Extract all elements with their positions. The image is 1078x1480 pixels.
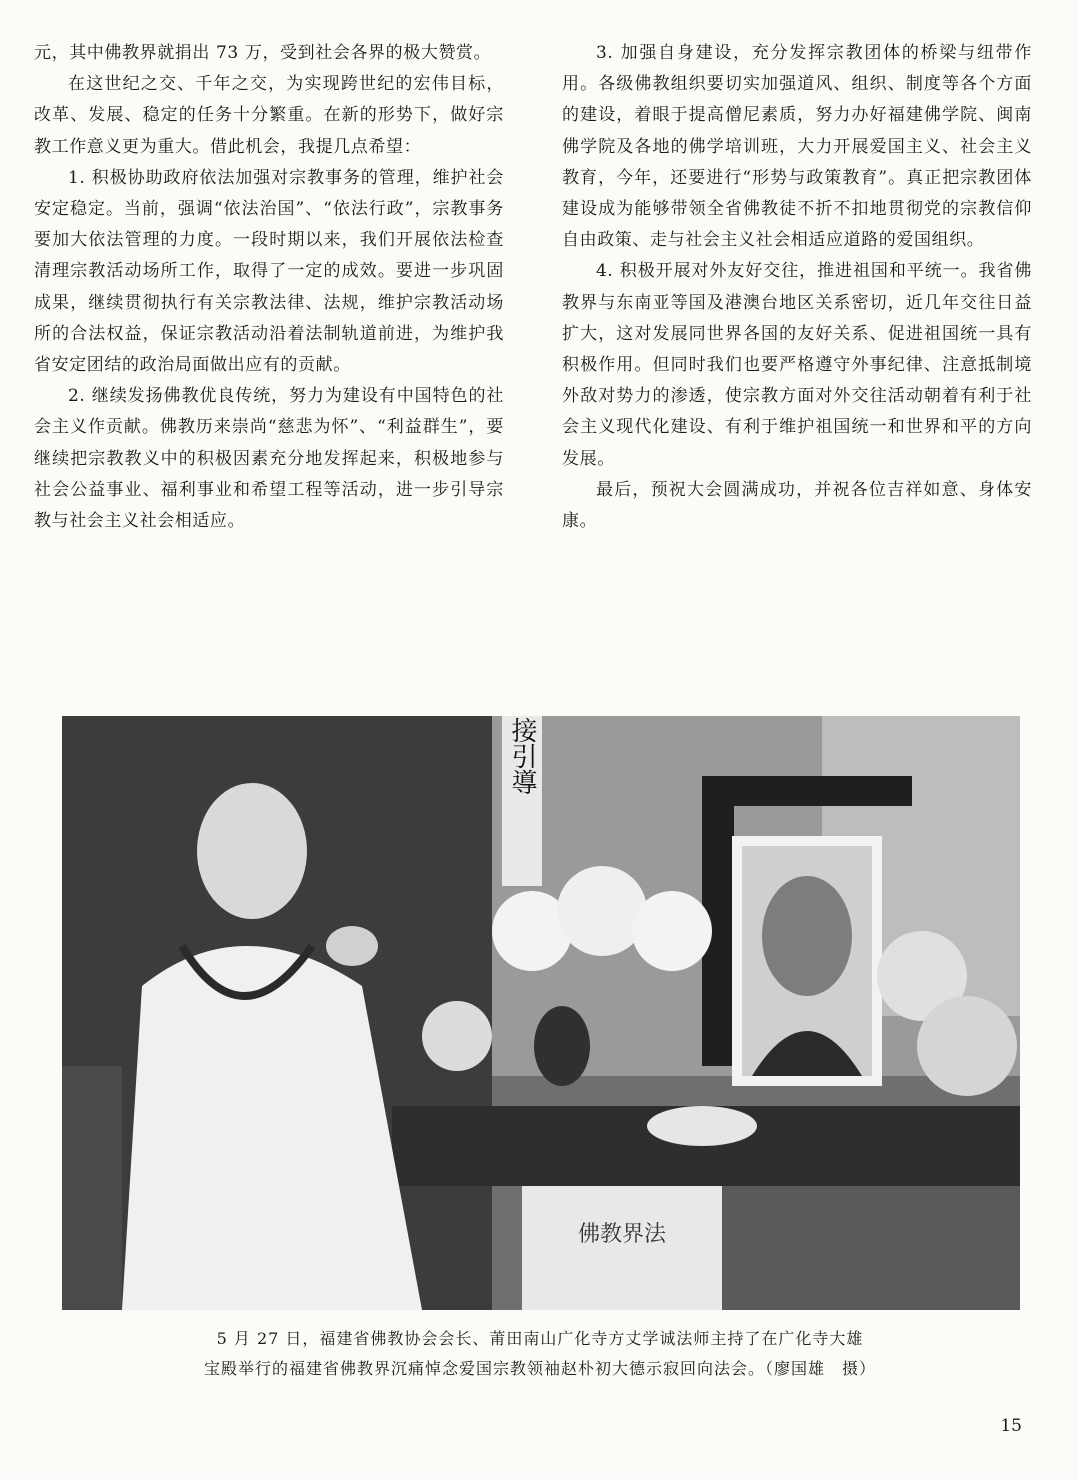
paragraph: 2. 继续发扬佛教优良传统，努力为建设有中国特色的社会主义作贡献。佛教历来崇尚“慈悲为怀”、“利益群生”，要继续把宗教教义中的积极因素充分地发挥起来，积极地参与社会公益事业、福利事业和希望工程等活动，进一步引导宗教与社会主义社会相适应。 bbox=[34, 386, 504, 532]
paragraph: 在这世纪之交、千年之交，为实现跨世纪的宏伟目标，改革、发展、稳定的任务十分繁重。在新的形势下，做好宗教工作意义更为重大。借此机会，我提几点希望： bbox=[34, 74, 504, 157]
altar-cloth-text: 佛教界法 bbox=[577, 1222, 667, 1247]
banner-text: 接引導 bbox=[507, 717, 537, 795]
paragraph: 最后，预祝大会圆满成功，并祝各位吉祥如意、身体安康。 bbox=[562, 479, 1032, 532]
caption-line: 5 月 27 日，福建省佛教协会会长、莆田南山广化寺方丈学诚法师主持了在广化寺大雄 bbox=[216, 1329, 864, 1348]
photo-illustration bbox=[62, 716, 1020, 1310]
page-number: 15 bbox=[1000, 1416, 1022, 1436]
paragraph: 3. 加强自身建设，充分发挥宗教团体的桥梁与纽带作用。各级佛教组织要切实加强道风、组织、制度等各个方面的建设，着眼于提高僧尼素质，努力办好福建佛学院、闽南佛学院及各地的佛学培训班，大力开展爱国主义、社会主义教育，今年，还要进行“形势与政策教育”。真正把宗教团体建设成为能够带领全省佛教徒不折不扣地贯彻党的宗教信仰自由政策、走与社会主义社会相适应道路的爱国组织。 bbox=[562, 43, 1032, 251]
paragraph: 1. 积极协助政府依法加强对宗教事务的管理，维护社会安定稳定。当前，强调“依法治国”、“依法行政”，宗教事务要加大依法管理的力度。一段时期以来，我们开展依法检查清理宗教活动场所工作，取得了一定的成效。要进一步巩固成果，继续贯彻执行有关宗教法律、法规，维护宗教活动场所的合法权益，保证宗教活动沿着法制轨道前进，为维护我省安定团结的政治局面做出应有的贡献。 bbox=[34, 167, 504, 376]
left-column bbox=[34, 38, 504, 537]
paragraph: 元，其中佛教界就捐出 73 万，受到社会各界的极大赞赏。 bbox=[34, 43, 492, 63]
photo-caption bbox=[60, 1324, 1020, 1384]
right-column bbox=[562, 38, 1032, 537]
memorial-photo bbox=[62, 716, 1020, 1310]
caption-line: 宝殿举行的福建省佛教界沉痛悼念爱国宗教领袖赵朴初大德示寂回向法会。（廖国雄 摄） bbox=[203, 1359, 876, 1378]
paragraph: 4. 积极开展对外友好交往，推进祖国和平统一。我省佛教界与东南亚等国及港澳台地区关系密切，近几年交往日益扩大，这对发展同世界各国的友好关系、促进祖国统一具有积极作用。但同时我们也要严格遵守外事纪律、注意抵制境外敌对势力的渗透，使宗教方面对外交往活动朝着有利于社会主义现代化建设、有利于维护祖国统一和世界和平的方向发展。 bbox=[562, 261, 1032, 469]
